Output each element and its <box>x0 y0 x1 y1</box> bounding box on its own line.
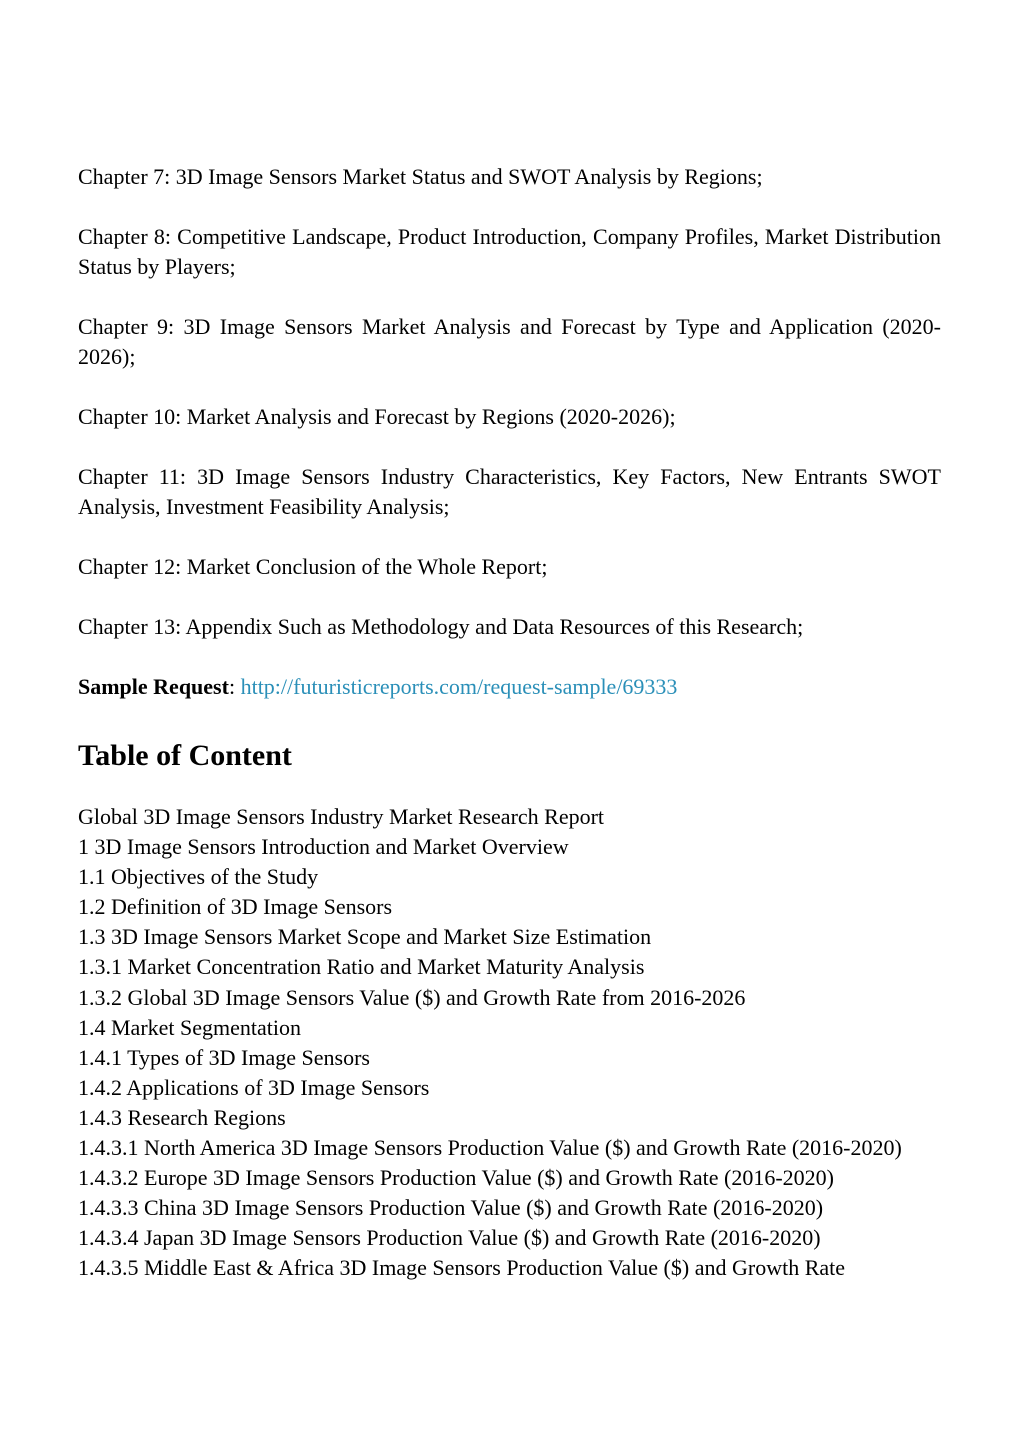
chapter-11-paragraph: Chapter 11: 3D Image Sensors Industry Characteristics, Key Factors, New Entrants SWOT Analysis, Investment Feasibility Analysis; <box>78 464 941 519</box>
toc-item: Global 3D Image Sensors Industry Market Research Report <box>78 804 605 829</box>
toc-item: 1.4.2 Applications of 3D Image Sensors <box>78 1074 430 1100</box>
toc-item: 1.4.3.3 China 3D Image Sensors Production Value ($) and Growth Rate (2016-2020) <box>78 1195 824 1221</box>
toc-item: 1.1 Objectives of the Study <box>78 864 319 890</box>
sample-request-link[interactable]: http://futuristicreports.com/request-sample/69333 <box>240 674 678 699</box>
sample-request-label: Sample Request <box>78 674 229 699</box>
chapter-7-paragraph: Chapter 7: 3D Image Sensors Market Status and SWOT Analysis by Regions; <box>78 164 763 189</box>
toc-item: 1.4.3.4 Japan 3D Image Sensors Production Value ($) and Growth Rate (2016-2020) <box>78 1225 821 1251</box>
toc-heading: Table of Content <box>78 739 292 772</box>
toc-item: 1.2 Definition of 3D Image Sensors <box>78 894 393 920</box>
toc-item: 1.4 Market Segmentation <box>78 1014 302 1040</box>
chapter-8-paragraph: Chapter 8: Competitive Landscape, Product Introduction, Company Profiles, Market Distribution Status by Players; <box>78 224 941 279</box>
toc-item: 1.4.3 Research Regions <box>78 1104 286 1130</box>
chapter-12-paragraph: Chapter 12: Market Conclusion of the Whole Report; <box>78 554 548 579</box>
toc-item: 1.4.3.1 North America 3D Image Sensors Production Value ($) and Growth Rate (2016-2020) <box>78 1135 902 1161</box>
toc-item: 1.3.1 Market Concentration Ratio and Market Maturity Analysis <box>78 954 645 980</box>
sample-request-line <box>78 672 941 702</box>
toc-item: 1 3D Image Sensors Introduction and Market Overview <box>78 834 569 860</box>
toc-list <box>78 802 941 1284</box>
toc-item: 1.3.2 Global 3D Image Sensors Value ($) and Growth Rate from 2016-2026 <box>78 984 746 1010</box>
toc-item: 1.4.3.5 Middle East & Africa 3D Image Sensors Production Value ($) and Growth Rate <box>78 1255 846 1281</box>
toc-item: 1.4.3.2 Europe 3D Image Sensors Production Value ($) and Growth Rate (2016-2020) <box>78 1165 835 1191</box>
chapter-9-paragraph: Chapter 9: 3D Image Sensors Market Analysis and Forecast by Type and Application (2020-2026); <box>78 314 941 369</box>
document-page <box>78 162 941 1284</box>
chapter-10-paragraph: Chapter 10: Market Analysis and Forecast by Regions (2020-2026); <box>78 404 676 429</box>
sample-request-separator: : <box>228 674 236 699</box>
chapter-13-paragraph: Chapter 13: Appendix Such as Methodology and Data Resources of this Research; <box>78 614 804 639</box>
toc-item: 1.4.1 Types of 3D Image Sensors <box>78 1044 370 1070</box>
toc-item: 1.3 3D Image Sensors Market Scope and Market Size Estimation <box>78 924 652 950</box>
